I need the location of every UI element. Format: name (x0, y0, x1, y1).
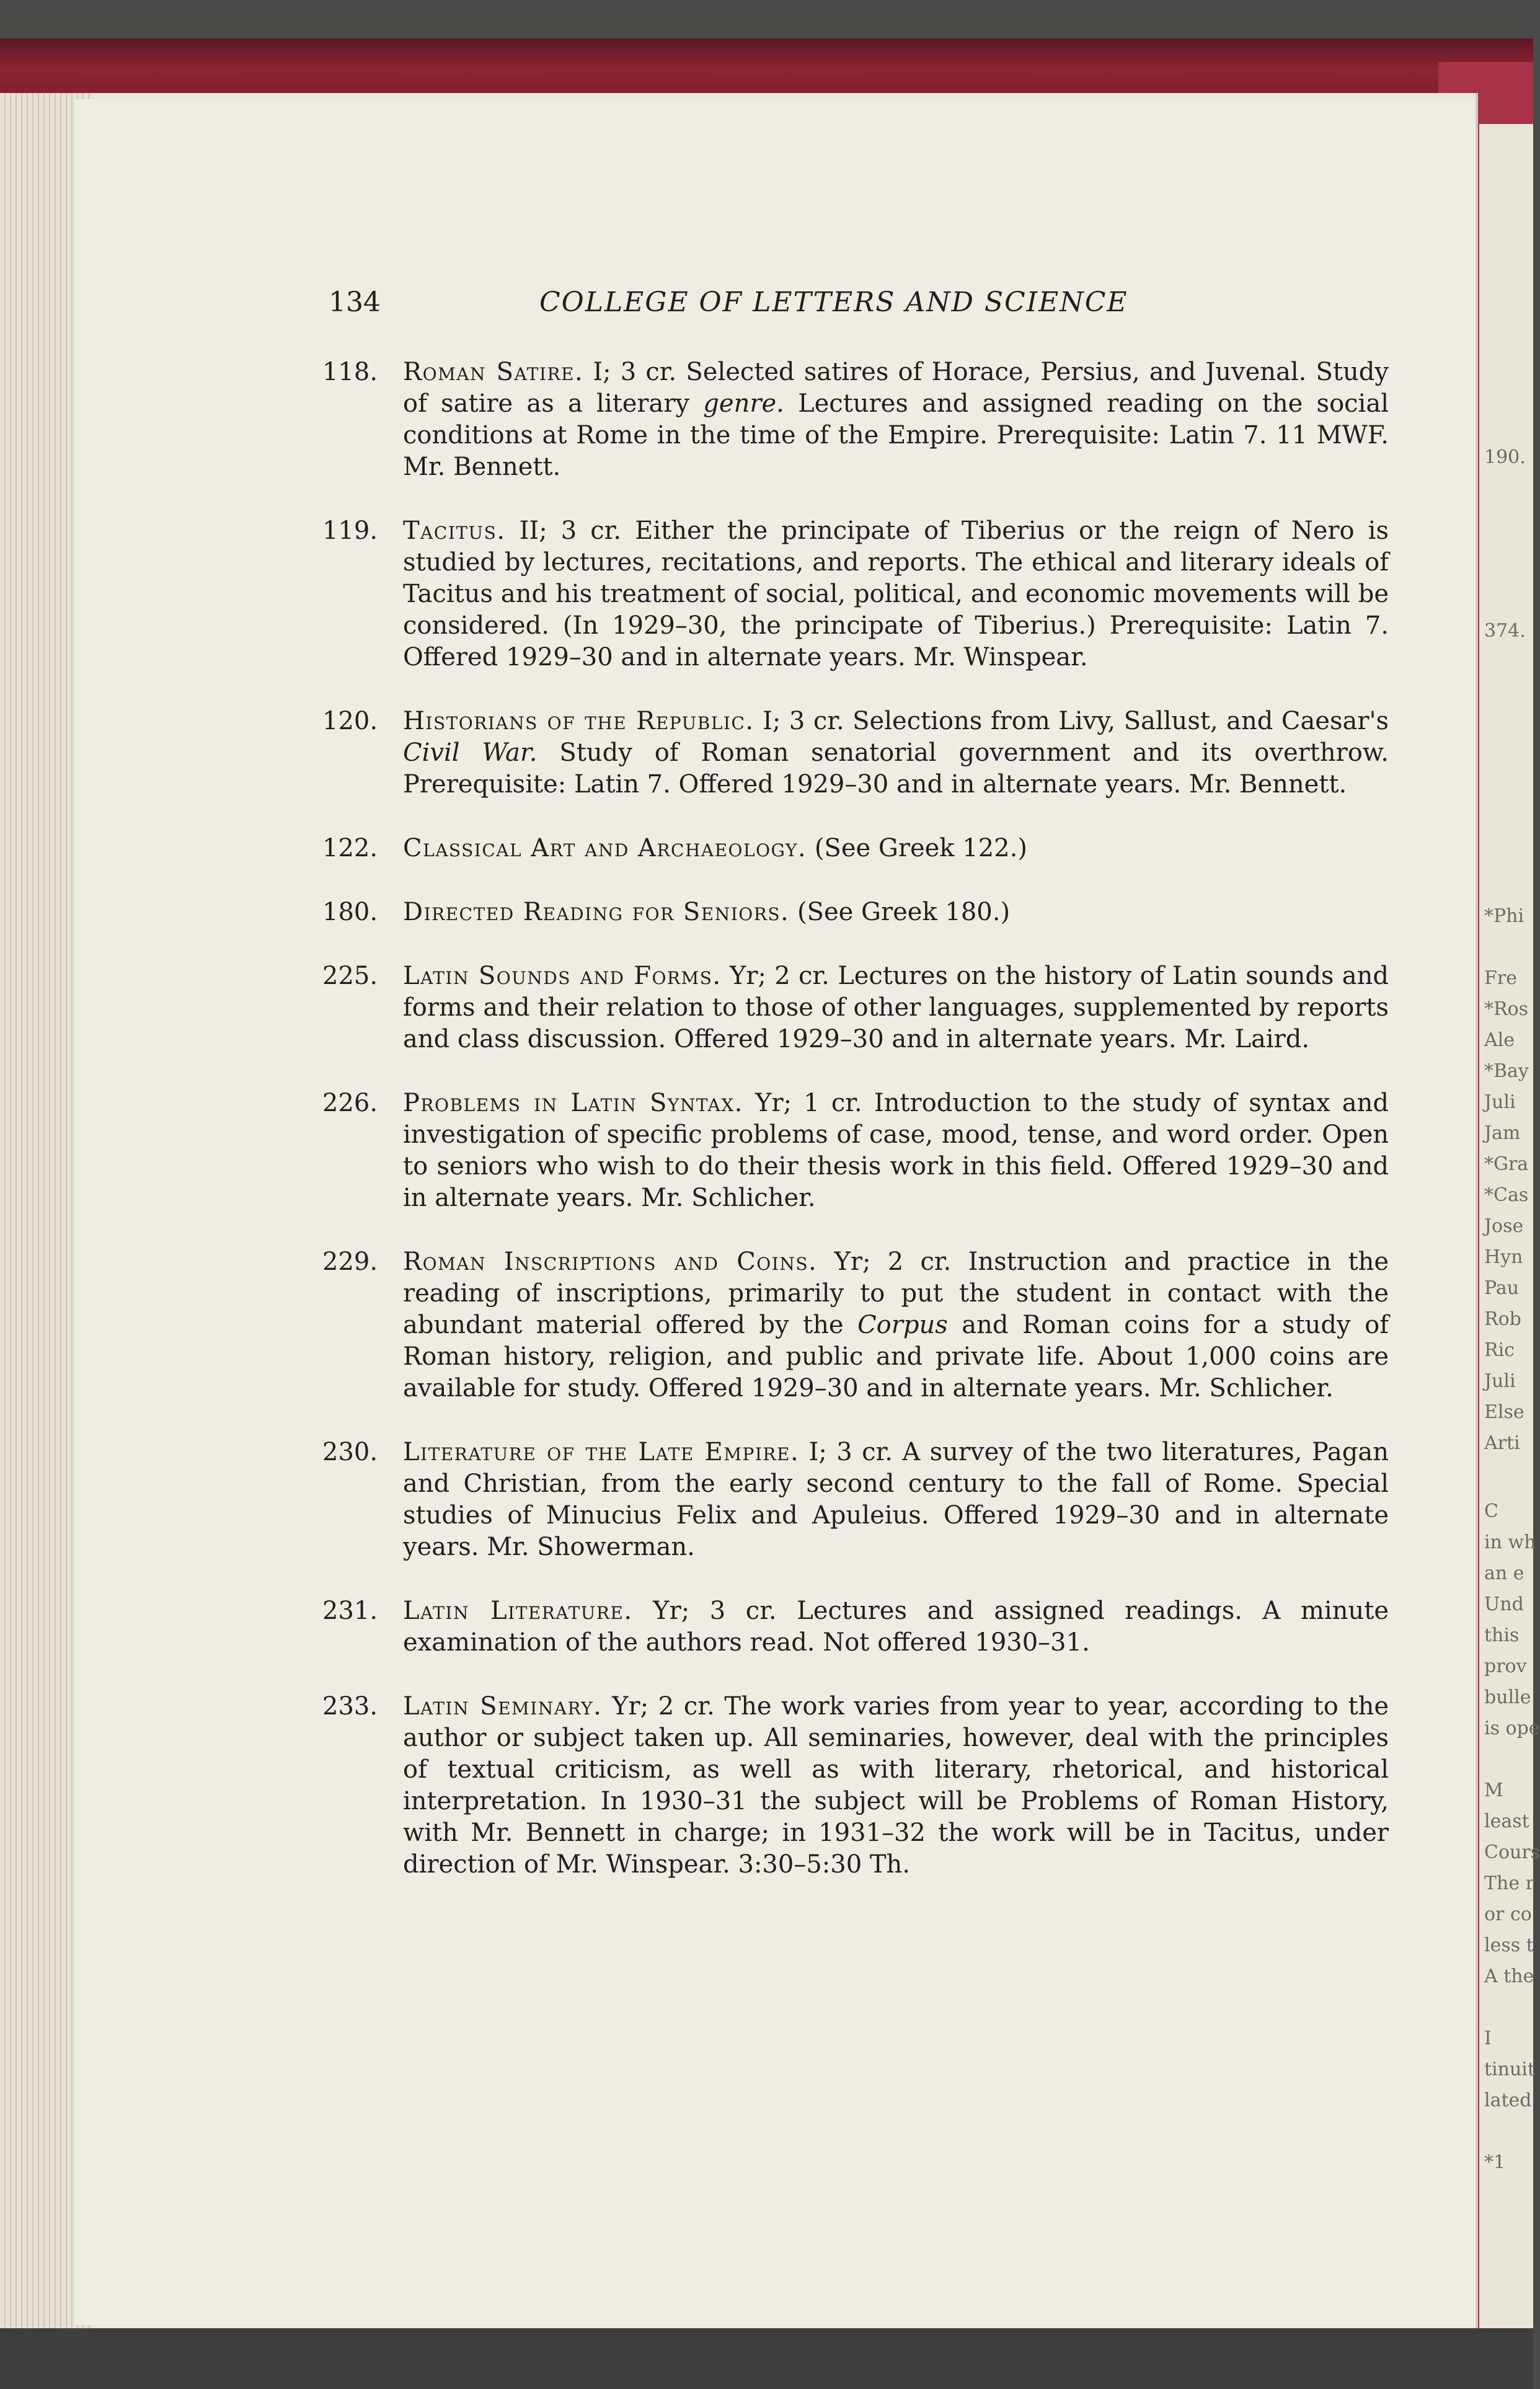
course-text: Yr; 2 cr. Lectures on the history of Latin sounds and forms and their relation to those of other languages, supplemented by reports and class discussion. Offered 1929–30 and in alternate years. Mr. Laird. (403, 962, 1389, 1053)
facing-page-fragment: or co (1484, 1904, 1532, 1925)
facing-page-fragment: less t (1484, 1935, 1534, 1956)
course-number: 180. (322, 898, 378, 926)
course-entry (322, 833, 1389, 864)
course-title: Problems in Latin Syntax. (403, 1089, 743, 1117)
facing-page-edge (1479, 124, 1540, 2331)
facing-page-fragment: Hyn (1484, 1246, 1523, 1268)
facing-page-fragment: *Cas (1484, 1184, 1529, 1206)
course-description (403, 897, 1389, 928)
course-number: 233. (322, 1692, 378, 1721)
facing-page-fragment: lated (1484, 2090, 1532, 2111)
course-number: 119. (322, 516, 378, 545)
course-description (403, 515, 1389, 673)
course-number: 118. (322, 358, 378, 386)
course-text: Yr; 2 cr. The work varies from year to year, according to the author or subject taken up. All seminaries, however, deal with the principles of textual criticism, as well as with literary, rhetorical, and historical interpretation. In 1930–31 the subject will be Problems of Roman History, with Mr. Bennett in charge; in 1931–32 the work will be in Tacitus, under direction of Mr. Winspear. 3:30–5:30 Th. (403, 1692, 1389, 1879)
course-italic: genre. (703, 389, 784, 418)
course-description (403, 1595, 1389, 1659)
course-description (403, 706, 1389, 800)
facing-page-fragment: *Gra (1484, 1153, 1529, 1175)
facing-page-fragment: A the (1484, 1966, 1534, 1987)
course-text: Lectures and assigned reading on the social conditions at Rome in the time of the Empire. Prerequisite: Latin 7. 11 MWF. Mr. Bennett. (403, 389, 1389, 481)
bottom-shadow (0, 2328, 1533, 2389)
course-title: Roman Inscriptions and Coins. (403, 1248, 818, 1276)
course-entry (322, 706, 1389, 800)
course-description (403, 960, 1389, 1055)
facing-page-fragment: Juli (1484, 1370, 1516, 1392)
course-entry (322, 357, 1389, 483)
course-text: I; 3 cr. A survey of the two literatures, Pagan and Christian, from the early second century to the fall of Rome. Special studies of Minucius Felix and Apuleius. Offered 1929–30 and in alternate years. Mr. Showerman. (403, 1438, 1389, 1561)
course-text: I; 3 cr. Selected satires of Horace, Persius, and Juvenal. Study of satire as a literary (403, 358, 1389, 418)
course-title: Directed Reading for Seniors. (403, 898, 790, 926)
course-entry (322, 897, 1389, 928)
course-number: 226. (322, 1089, 378, 1117)
course-text: and Roman coins for a study of Roman history, religion, and public and private life. About 1,000 coins are available for study. Offered 1929–30 and in alternate years. Mr. Schlicher. (403, 1311, 1389, 1403)
course-title: Literature of the Late Empire. (403, 1438, 800, 1466)
course-italic: Corpus (857, 1311, 948, 1339)
course-italic: Civil War. (403, 738, 538, 767)
facing-page-fragment: least (1484, 1811, 1529, 1832)
facing-page-fragment: Jam (1484, 1122, 1521, 1144)
facing-page-fragment: tinuit (1484, 2059, 1535, 2080)
course-number: 122. (322, 834, 378, 862)
facing-page-fragment: 190. (1484, 446, 1526, 468)
course-text: Yr; 3 cr. Lectures and assigned readings. A minute examination of the authors read. Not offered 1930–31. (403, 1597, 1389, 1657)
facing-page-fragment: 374. (1484, 620, 1526, 642)
course-number: 230. (322, 1438, 378, 1466)
course-description (403, 1246, 1389, 1404)
facing-page-fragment: M (1484, 1780, 1503, 1801)
course-entry (322, 1088, 1389, 1214)
running-head: COLLEGE OF LETTERS AND SCIENCE (539, 286, 1128, 318)
facing-page-fragment: bulle (1484, 1686, 1531, 1708)
facing-page-fragment: prov (1484, 1655, 1527, 1677)
facing-page-fragment: *Bay (1484, 1060, 1529, 1082)
course-title: Tacitus. (403, 516, 506, 545)
page-header (329, 286, 1209, 317)
facing-page-fragment: Pau (1484, 1277, 1520, 1299)
facing-page-fragment: Cours (1484, 1842, 1540, 1863)
facing-page-fragment: Ric (1484, 1339, 1515, 1361)
course-text: Yr; 1 cr. Introduction to the study of syntax and investigation of specific problems of case, mood, tense, and word order. Open to seniors who wish to do their thesis work in this field. Offered 1929–30 and in alternate years. Mr. Schlicher. (403, 1089, 1389, 1212)
course-description (403, 833, 1389, 864)
facing-page-fragment: Und (1484, 1593, 1524, 1615)
course-title: Roman Satire. (403, 358, 584, 386)
course-number: 120. (322, 707, 378, 735)
facing-page-fragment: I (1484, 2028, 1492, 2049)
facing-page-fragment: *Phi (1484, 905, 1525, 927)
course-entry (322, 960, 1389, 1055)
course-entry (322, 1246, 1389, 1404)
course-text: I; 3 cr. Selections from Livy, Sallust, and Caesar's (754, 707, 1389, 735)
course-entry (322, 1691, 1389, 1881)
course-entry (322, 1595, 1389, 1659)
course-number: 229. (322, 1248, 378, 1276)
course-title: Latin Literature. (403, 1597, 633, 1625)
course-text: (See Greek 122.) (807, 834, 1027, 862)
course-text: II; 3 cr. Either the principate of Tiberius or the reign of Nero is studied by lectures, recitations, and reports. The ethical and literary ideals of Tacitus and his treatment of social, political, and economic movements will be considered. (In 1929–30, the principate of Tiberius.) Prerequisite: Latin 7. Offered 1929–30 and in alternate years. Mr. Winspear. (403, 516, 1389, 671)
page-number: 134 (329, 286, 381, 318)
course-entry (322, 515, 1389, 673)
course-title: Latin Seminary. (403, 1692, 603, 1721)
facing-page-fragment: Fre (1484, 967, 1517, 989)
course-number: 225. (322, 962, 378, 990)
facing-page-fragment: this (1484, 1624, 1520, 1646)
course-description (403, 357, 1389, 483)
facing-page-fragment: Rob (1484, 1308, 1521, 1330)
facing-page-fragment: an e (1484, 1562, 1525, 1584)
course-entry (322, 1437, 1389, 1563)
course-list (322, 357, 1389, 1913)
facing-page-fragment: Else (1484, 1401, 1525, 1423)
course-text: Yr; 2 cr. Instruction and practice in the reading of inscriptions, primarily to put the student in contact with the abundant material offered by the (403, 1248, 1389, 1339)
course-title: Latin Sounds and Forms. (403, 962, 722, 990)
facing-page-fragment: in wh (1484, 1531, 1536, 1553)
course-description (403, 1437, 1389, 1563)
course-text: (See Greek 180.) (789, 898, 1011, 926)
facing-page-fragment: Juli (1484, 1091, 1516, 1113)
facing-page-fragment: Ale (1484, 1029, 1515, 1051)
course-title: Classical Art and Archaeology. (403, 834, 807, 862)
course-number: 231. (322, 1597, 378, 1625)
facing-page-fragment: Jose (1484, 1215, 1524, 1237)
course-text: Study of Roman senatorial government and its overthrow. Prerequisite: Latin 7. Offered 1929–30 and in alternate years. Mr. Bennett. (403, 738, 1389, 799)
course-description (403, 1088, 1389, 1214)
course-description (403, 1691, 1389, 1881)
facing-page-fragment: C (1484, 1500, 1498, 1522)
facing-page-fragment: The r (1484, 1873, 1534, 1894)
facing-page-fragment: *Ros (1484, 998, 1529, 1020)
facing-page-fragment: Arti (1484, 1432, 1520, 1454)
facing-page-fragment: is ope (1484, 1718, 1540, 1739)
course-title: Historians of the Republic. (403, 707, 755, 735)
facing-page-fragment: *1 (1484, 2152, 1506, 2173)
